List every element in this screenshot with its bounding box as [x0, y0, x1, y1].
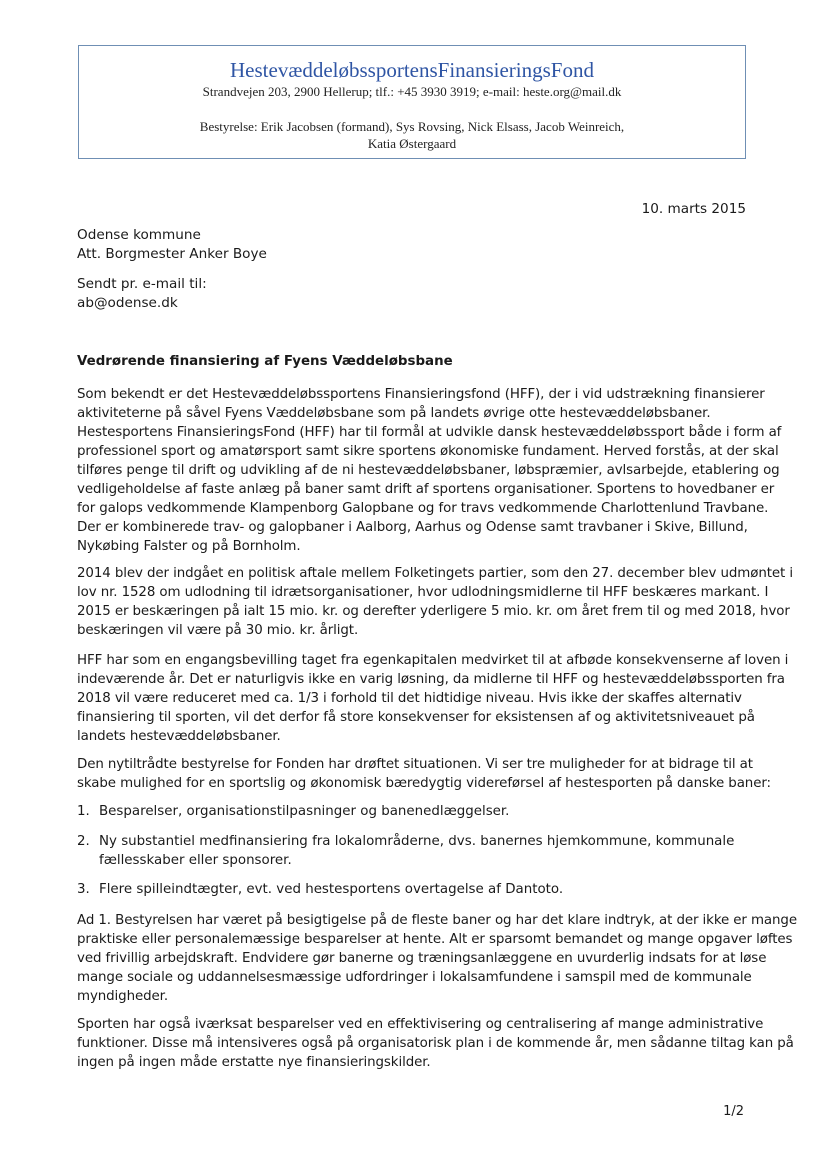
- letterhead-address: Strandvejen 203, 2900 Hellerup; tlf.: +45 3930 3919; e-mail: heste.org@mail.dk: [202, 84, 622, 99]
- list-number: 1.: [77, 804, 90, 819]
- text-line: finansiering til sporten, vil det derfor få store konsekvenser for eksistensen af og aktivitetsniveauet på: [77, 710, 755, 725]
- text-line: Den nytiltrådte bestyrelse for Fonden har drøftet situationen. Vi ser tre muligheder for at bidrage til at: [77, 757, 753, 772]
- text-line: Der er kombinerede trav- og galopbaner i Aalborg, Aarhus og Odense samt travbaner i Skive, Billund,: [77, 520, 748, 535]
- letterhead-board-cont: Katia Østergaard: [367, 136, 457, 151]
- list-number: 3.: [77, 882, 90, 897]
- paragraph-4: [77, 755, 771, 793]
- text-line: praktiske eller personalemæssige besparelser at hente. Alt er sparsomt bemandet og mange opgaver løftes: [77, 932, 793, 947]
- list-text: Besparelser, organisationstilpasninger og banenedlæggelser.: [99, 804, 510, 819]
- text-line: 2015 er beskæringen på ialt 15 mio. kr. og derefter yderligere 5 mio. kr. om året frem til og med 2018, hvor: [77, 604, 790, 619]
- recipient-name: Odense kommune: [77, 227, 201, 243]
- list-text: Flere spilleindtægter, evt. ved hestesportens overtagelse af Dantoto.: [99, 882, 564, 897]
- text-line: landets hestevæddeløbsbaner.: [77, 729, 281, 744]
- paragraph-5: [77, 911, 797, 1006]
- text-line: lov nr. 1528 om udlodning til idrætsorganisationer, hvor udlodningsmidlerne til HFF beskæres markant. I: [77, 585, 769, 600]
- letter-date: 10. marts 2015: [641, 201, 746, 217]
- text-line: tilføres penge til drift og udvikling af de ni hestevæddeløbsbaner, løbspræmier, avlsarbejde, etablering og: [77, 463, 780, 478]
- page-number: 1/2: [723, 1104, 744, 1119]
- paragraph-1: [77, 385, 782, 556]
- list-text-cont: fællesskaber eller sponsorer.: [99, 853, 292, 868]
- text-line: professionel sport og amatørsport samt sikre sportens økonomiske fundament. Herved forstås, at der skal: [77, 444, 779, 459]
- letterhead-title: HestevæddeløbssportensFinansieringsFond: [230, 58, 594, 82]
- text-line: skabe mulighed for en sportslig og økonomisk bæredygtig videreførsel af hestesporten på danske baner:: [77, 776, 771, 791]
- text-line: Sporten har også iværksat besparelser ved en effektivisering og centralisering af mange administrative: [77, 1017, 764, 1032]
- text-line: 2018 vil være reduceret med ca. 1/3 i forhold til det hidtidige niveau. Hvis ikke der skaffes alternativ: [77, 691, 742, 706]
- text-line: beskæringen vil være på 30 mio. kr. årligt.: [77, 623, 359, 638]
- text-line: aktiviteterne på såvel Fyens Væddeløbsbane som på landets øvrige otte hestevæddeløbsbaner.: [77, 406, 711, 421]
- paragraph-3: [77, 651, 789, 746]
- text-line: for galops vedkommende Klampenborg Galopbane og for travs vedkommende Charlottenlund Travbane.: [77, 501, 769, 516]
- sent-label: Sendt pr. e-mail til:: [77, 276, 207, 292]
- text-line: Som bekendt er det Hestevæddeløbssportens Finansieringsfond (HFF), der i vid udstrækning finansierer: [77, 387, 765, 402]
- paragraph-6: [77, 1015, 794, 1072]
- letterhead-board: Bestyrelse: Erik Jacobsen (formand), Sys Rovsing, Nick Elsass, Jacob Weinreich,: [199, 119, 625, 134]
- recipient-attention: Att. Borgmester Anker Boye: [77, 246, 267, 262]
- text-line: funktioner. Disse må intensiveres også på organisatorisk plan i de kommende år, men sådanne tiltag kan på: [77, 1036, 794, 1051]
- text-line: 2014 blev der indgået en politisk aftale mellem Folketingets partier, som den 27. december blev udmøntet i: [77, 566, 793, 581]
- text-line: indeværende år. Det er naturligvis ikke en varig løsning, da midlerne til HFF og hestevæddeløbssporten fra: [77, 672, 785, 687]
- letter-subject: Vedrørende finansiering af Fyens Væddeløbsbane: [77, 354, 453, 369]
- text-line: ingen på ingen måde erstatte nye finansieringskilder.: [77, 1055, 431, 1070]
- text-line: mange sociale og uddannelsesmæssige udfordringer i lokalsamfundene i samspil med de kommunale: [77, 970, 752, 985]
- list-text: Ny substantiel medfinansiering fra lokalområderne, dvs. banernes hjemkommune, kommunale: [99, 834, 735, 849]
- sent-email: ab@odense.dk: [77, 295, 178, 311]
- text-line: myndigheder.: [77, 989, 168, 1004]
- text-line: ved frivillig arbejdskraft. Endvidere gør banerne og træningsanlæggene en uvurderlig indsats for at løse: [77, 951, 767, 966]
- list-number: 2.: [77, 834, 90, 849]
- letterhead: [78, 45, 746, 159]
- text-line: Hestesportens FinansieringsFond (HFF) har til formål at udvikle dansk hestevæddeløbssport både i form af: [77, 425, 782, 440]
- paragraph-2: [77, 564, 793, 640]
- text-line: Nykøbing Falster og på Bornholm.: [77, 539, 301, 554]
- text-line: HFF har som en engangsbevilling taget fra egenkapitalen medvirket til at afbøde konsekvenserne af loven i: [77, 653, 789, 668]
- text-line: vedligeholdelse af faste anlæg på baner samt drift af sportens organisationer. Sportens to hovedbaner er: [77, 482, 775, 497]
- text-line: Ad 1. Bestyrelsen har været på besigtigelse på de fleste baner og har det klare indtryk, at der ikke er mange: [77, 913, 797, 928]
